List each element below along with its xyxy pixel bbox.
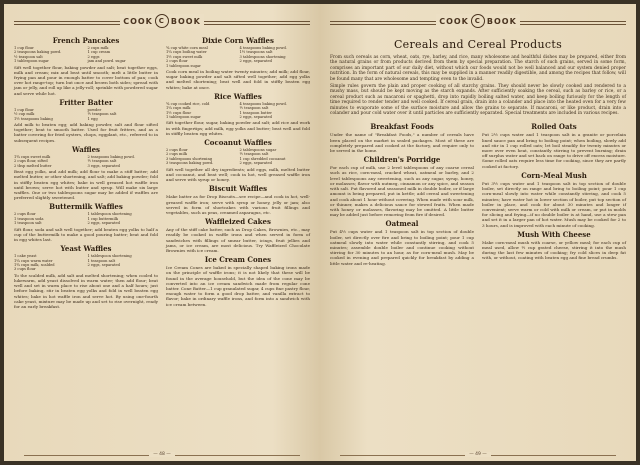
recipe-title: Rice Waffles xyxy=(214,91,262,101)
ingredient: 2 cups milk xyxy=(166,152,187,157)
ingredient: 1 cup flour xyxy=(14,107,34,112)
ingredient: 1½ teaspoons salt xyxy=(239,50,273,55)
recipe-title: Cocoanut Waffles xyxy=(204,138,272,148)
recipe-title: Waffles xyxy=(72,144,100,154)
ingredient: 1 tablespoon sugar xyxy=(166,115,201,120)
recipe-instructions: Add milk to beaten egg; add baking powder, salt and flour sifted together; beat to smooth batter. Used for fruit fritters, and as a batter covering for fried oysters, chops, eggplant, etc., referred to in subsequent recipes. xyxy=(14,122,158,143)
recipe-instructions: Sift flour, soda and salt well together; add beaten egg yolks to half a cup of the buttermilk to make a good pouring batter; beat and fold in egg whites last. xyxy=(14,226,158,242)
ingredient xyxy=(88,267,159,271)
recipe-instructions: Ice Cream Cones are baked in specially shaped baking irons made on the principle of waffle irons; it is not likely that these will be found in the average household, but the idea of the cone may be converted into an ice cream sandwich made from regular cone batter. Cone Batter—1 cup granulated sugar, 4 cups fine pastry flour, enough water to form a good drop batter, and vanilla extract to flavor; bake in ordinary waffle irons, and form into a sandwich with ice cream between. xyxy=(166,265,310,307)
ingredient: ½ teaspoon salt xyxy=(87,112,117,117)
ingredient: jam and powd. sugar xyxy=(87,59,126,64)
ingredient: 2 eggs, separated xyxy=(87,262,120,267)
ingredient xyxy=(240,64,311,68)
recipe-title: Fritter Batter xyxy=(59,97,113,107)
recipe-instructions: For each cup of milk, use 2 level tablespoons of any coarse cereal such as rice, corn-meal, cracked wheat, oatmeal or barley, and 2 level tablespoons any sweetening, such as any sugar, syrup, honey, or molasses; flavor with nutmeg, cinnamon or any spice, and season with salt. Put flavored and seasoned milk in double boiler, or if large amount is being prepared, put in kettle; add cereal and sweetening and cook about 1 hour without covering. When made with sour milk, or thinner, makes a delicious sauce for stewed fruits. When made with honey or molasses, flavoring may be omitted. A little butter may be added just before removing from fire if desired. xyxy=(330,165,474,218)
ingredient: 4 teaspoons baking powd. xyxy=(239,101,287,106)
ingredient: 2 cups flour, sifted xyxy=(14,159,48,164)
ingredient: ½ teaspoon salt xyxy=(87,159,117,164)
recipe-title: Breakfast Foods xyxy=(370,122,434,132)
ingredient: 1¾ cups sweet milk xyxy=(14,154,51,159)
ingredient-list xyxy=(14,212,158,225)
ingredient: 1 cup cream xyxy=(87,50,111,55)
chapter-intro-rules: Simple rules govern the plain and proper cooking of all starchy grains. They should never be slowly cooked and rendered to a mushy mass, but should be kept moving as the starch expands. After sufficiently soaking the cereal, such as barley or rice, or a cereal product such as macaroni or spaghetti, drop into rapidly boiling salted water, and keep boiling furiously for the length of time required to render tender and well cooked. If cereal grain, drain into a colander and place into the heated oven for a very few minutes to evaporate some of the surface moisture and allow the grains to separate. If macaroni, or like product, drain into a colander and pour cold water over it until particles are sufficiently separated. Special treatments are included in various recipes. xyxy=(330,84,626,117)
recipe-title: Yeast Waffles xyxy=(60,244,112,254)
ingredient-list xyxy=(166,46,310,68)
recipe-instructions: Put 4½ cups water and 1 teaspoon salt in top section of double boiler, set directly over fire and bring to boiling point; pour 1 cup oatmeal slowly into water while constantly stirring, and cook 5 minutes; assemble double boiler and continue cooking without stirring for 30 minutes to an hour, as for corn-meal mush. May be cooked in evening and prepared quickly for breakfast by adding a little water and re-heating. xyxy=(330,229,474,266)
cookbook-emblem-icon: C xyxy=(155,14,169,28)
recipe-instructions: Make corn-meal mush with coarse, or yellow meal; for each cup of meal used, allow ½ cup grated cheese, stirring it into the mush during the last few minutes of cooking; fry cold slices in deep fat with, or without, coating with beaten egg and fine bread crumbs. xyxy=(482,239,626,261)
ingredient: 2 cups milk xyxy=(87,46,109,50)
ingredient: ¾ cup white corn meal xyxy=(166,46,208,50)
recipe-instructions: Under the name of "Breakfast Foods," a number of cereals have been placed on the market in sealed packages. Most of these are completely prepared and cooked at the factory, and require only to be served in the home. xyxy=(330,132,474,154)
ingredient: 1½ teaspoons baking xyxy=(14,116,53,121)
ingredient: 1 teaspoon butter xyxy=(239,110,272,115)
ingredient: 2 eggs, separated xyxy=(239,59,272,64)
ingredient: 1¼ cups boiling water xyxy=(166,50,207,55)
recipe-instructions: Put 3½ cups water and 1 teaspoon salt in top section of double boiler, set directly on range and bring to boiling point; pour 1 cup corn-meal slowly into water while constantly stirring, and cook 5 minutes; have water hot in lower section of boiler, put top section of boiler in place, and cook for about 30 minutes and longer if convenient; serve warm or cold with milk or cream, or put in molds for slicing and frying—if no double boiler is at hand, use a stew pan and set it in a larger pan of hot water. Mush may be cooked for 2 to 3 hours, and is improved with each minute of cooking. xyxy=(482,180,626,228)
ingredient: 2 eggs, separated xyxy=(87,221,120,226)
recipe-instructions: Cook corn meal in boiling water twenty minutes; add milk; add flour, sugar baking powder and salt sifted well together; add egg yolks and melted shortening; beat well and fold in stiffly beaten egg whites; bake at once. xyxy=(166,69,310,90)
recipe-title: Waffleized Cakes xyxy=(205,217,271,227)
ingredient: 1½ cups sweet milk xyxy=(166,54,203,59)
ingredient: 1 tablespoon sugar xyxy=(14,59,49,64)
recipe-title: Dixie Corn Waffles xyxy=(202,36,274,45)
ingredient: 1 cake yeast xyxy=(14,254,37,259)
ingredient-list xyxy=(166,148,310,166)
ingredient: 2 eggs, separated xyxy=(239,161,272,166)
ingredient: 1 tablespoon sugar xyxy=(166,63,201,68)
ingredient: ½ teaspoon salt xyxy=(14,54,43,59)
ingredient-list xyxy=(14,108,158,121)
recipe-instructions: Sift well together all dry ingredients; add eggs, milk, melted butter and cocoanut, and beat well; cook in hot, well greased waffle iron and serve with syrup or honey. xyxy=(166,166,310,183)
ingredient: 3 eggs, separated xyxy=(87,163,120,168)
ingredient: ¾ cup cooked rice, cold xyxy=(166,101,210,106)
recipe-title: Ice Cream Cones xyxy=(204,255,272,265)
ingredient: 2 cups flour xyxy=(166,148,188,153)
ingredient: 3 tablespoons shortening xyxy=(166,156,213,161)
ingredient: 1 tablespoon shortening xyxy=(87,212,132,217)
ingredient: ½ cup milk xyxy=(14,112,35,117)
recipe-instructions: Sift well together flour, baking powder and salt; beat together eggs, milk and cream; mix and beat until smooth; melt a little butter in frying pan and pour in enough batter to cover bottom of pan; cook over hot range-top; turn but once and brown both sides; spread with jam or jelly, and roll up like a jelly-roll; sprinkle with powdered sugar and serve while hot. xyxy=(14,64,158,96)
recipe-title: Rolled Oats xyxy=(531,122,577,132)
ingredient: 2 teaspoons baking powd. xyxy=(14,50,62,55)
chapter-intro: From such cereals as corn, wheat, oats, rye, barley, and rice, many wholesome and healthful dishes may be prepared, either from the natural grains or from products derived from them by special preparation. The starch of such grains, served in some form, comprises an important part of our daily diet, without which our foods would not be well balanced and our system denied proper nutrition. In the form of natural cereals, this may be supplied in a manner readily digestible, and among the recipes that follow, will be found many that are wholesome and tempting even to the invalid. xyxy=(330,55,626,82)
ingredient: 1 teaspoon salt xyxy=(87,258,116,263)
chapter-title: Cereals and Cereal Products xyxy=(393,38,563,51)
right-page xyxy=(320,4,636,461)
recipe-instructions: Any of the stiff cake batter, such as Drop Cakes, Brownies, etc., may readily be cooked in waffle irons and when served in form of sandwiches with fillings of smear butter, icings, fruit jellies and jams, or ice cream, are most delicious. Try Waffleized Chocolate Brownies with ice cream. xyxy=(166,227,310,253)
ingredient: 3 cups flour xyxy=(14,267,36,272)
ingredient-list xyxy=(14,254,158,272)
ingredient: 4 teaspoons baking powd. xyxy=(239,46,287,50)
recipe-instructions: Sift together flour, sugar, baking powder and salt; add rice and work in with fingertips; add milk, egg yolks and butter; beat well and fold in stiffly beaten egg whites. xyxy=(166,120,310,136)
recipe-title: Mush With Cheese xyxy=(517,229,591,239)
ingredient: 2 tbsp melted butter xyxy=(14,163,52,168)
ingredient: ½ teaspoon salt xyxy=(239,152,269,157)
ingredient: 2 cups flour xyxy=(14,212,36,217)
recipe-title: Biscuit Waffles xyxy=(208,184,268,194)
ingredient: 2 eggs xyxy=(87,54,100,59)
recipe-title: Children's Porridge xyxy=(363,155,441,165)
ingredient: 3 teaspoons baking powd. xyxy=(166,161,214,166)
ingredient: 1¾ cups milk, scalded xyxy=(14,262,55,267)
left-column-1 xyxy=(14,34,158,309)
recipe-instructions: Beat egg yolks, and add milk; add flour to make a stiff batter; add melted butter, or other shortening, and salt; add baking powder; fold in stiffly beaten egg whites; bake in well greased hot waffle iron until brown; serve hot with butter and syrup. Will make six large waffles. One or two tablespoons sugar may be added if waffles are preferred slightly sweetened. xyxy=(14,169,158,201)
recipe-instructions: To the scalded milk, add salt and melted shortening; when cooled to lukewarm, add yeast dissolved in warm water; then add flour; beat well and set in warm place to rise about one and a half hours; just before baking, stir in beaten egg yolks and fold in well beaten egg whites; bake in hot waffle iron and serve hot. By using one-fourth cake yeast, mixture may be made up and set to rise overnight, ready for an early breakfast. xyxy=(14,272,158,309)
cookbook-logo: COOK C BOOK xyxy=(120,14,204,28)
ingredient: 3 tablespoons shortening xyxy=(239,54,286,59)
ingredient-list xyxy=(14,46,158,64)
recipe-instructions: Put 2½ cups water and 1 teaspoon salt in a granite or porcelain lined sauce pan and bring to boiling point; when boiling, slowly add and stir in 1 cup rolled oats; let boil steadily for twenty minutes or more over even heat, constantly stirring to prevent burning; drain off surplus water and set back on range to drive off excess moisture. Some rolled oats require less time for cooking, since they are partly cooked at factory. xyxy=(482,132,626,169)
recipe-title: Oatmeal xyxy=(385,219,419,229)
ingredient: powder xyxy=(87,107,102,112)
ingredient: 1 egg xyxy=(87,116,98,121)
ingredient: 2 cups flour xyxy=(166,59,188,64)
ingredient: ½ teaspoon salt xyxy=(239,106,269,111)
left-column-2 xyxy=(166,34,310,309)
ingredient: 1 cup buttermilk xyxy=(87,216,118,221)
ingredient: 1¼ cups warm water xyxy=(14,258,53,263)
cookbook-logo: COOK C BOOK xyxy=(436,14,520,28)
ingredient: 1 cup flour xyxy=(14,46,34,50)
page-number: — 48 — xyxy=(4,452,320,457)
ingredient: 2 tablespoons sugar xyxy=(239,148,277,153)
recipe-title: Buttermilk Waffles xyxy=(49,202,123,212)
page-number: — 49 — xyxy=(320,452,636,457)
page-header xyxy=(330,12,626,30)
ingredient: 1 cup shredded cocoanut xyxy=(239,156,286,161)
ingredient: 2 teaspoons baking powd. xyxy=(87,154,135,159)
ingredient: 1 teaspoon soda xyxy=(14,216,44,221)
right-column-1 xyxy=(330,120,474,265)
ingredient: 1 tablespoon shortening xyxy=(87,254,132,259)
left-page xyxy=(4,4,320,461)
ingredient: 2 eggs, separated xyxy=(239,115,272,120)
right-column-2 xyxy=(482,120,626,265)
recipe-instructions: Make batter as for Drop Biscuits—see recipe—and cook in hot, well-greased waffle iron; serve with syrup or honey, jelly or jam; also served in form of shortcakes with various fruit fillings and vegetables, such as peas, creamed asparagus, etc. xyxy=(166,194,310,215)
ingredient: 1¼ cups milk xyxy=(166,106,191,111)
page-header xyxy=(14,12,310,30)
recipe-title: Corn-Meal Mush xyxy=(521,170,587,180)
book-spread xyxy=(4,4,636,461)
recipe-title: French Pancakes xyxy=(52,36,120,45)
ingredient: 1½ cups flour xyxy=(166,110,192,115)
ingredient: 1 teaspoon salt xyxy=(14,221,42,226)
cookbook-emblem-icon: C xyxy=(471,14,485,28)
ingredient-list xyxy=(14,155,158,168)
ingredient-list xyxy=(166,102,310,120)
